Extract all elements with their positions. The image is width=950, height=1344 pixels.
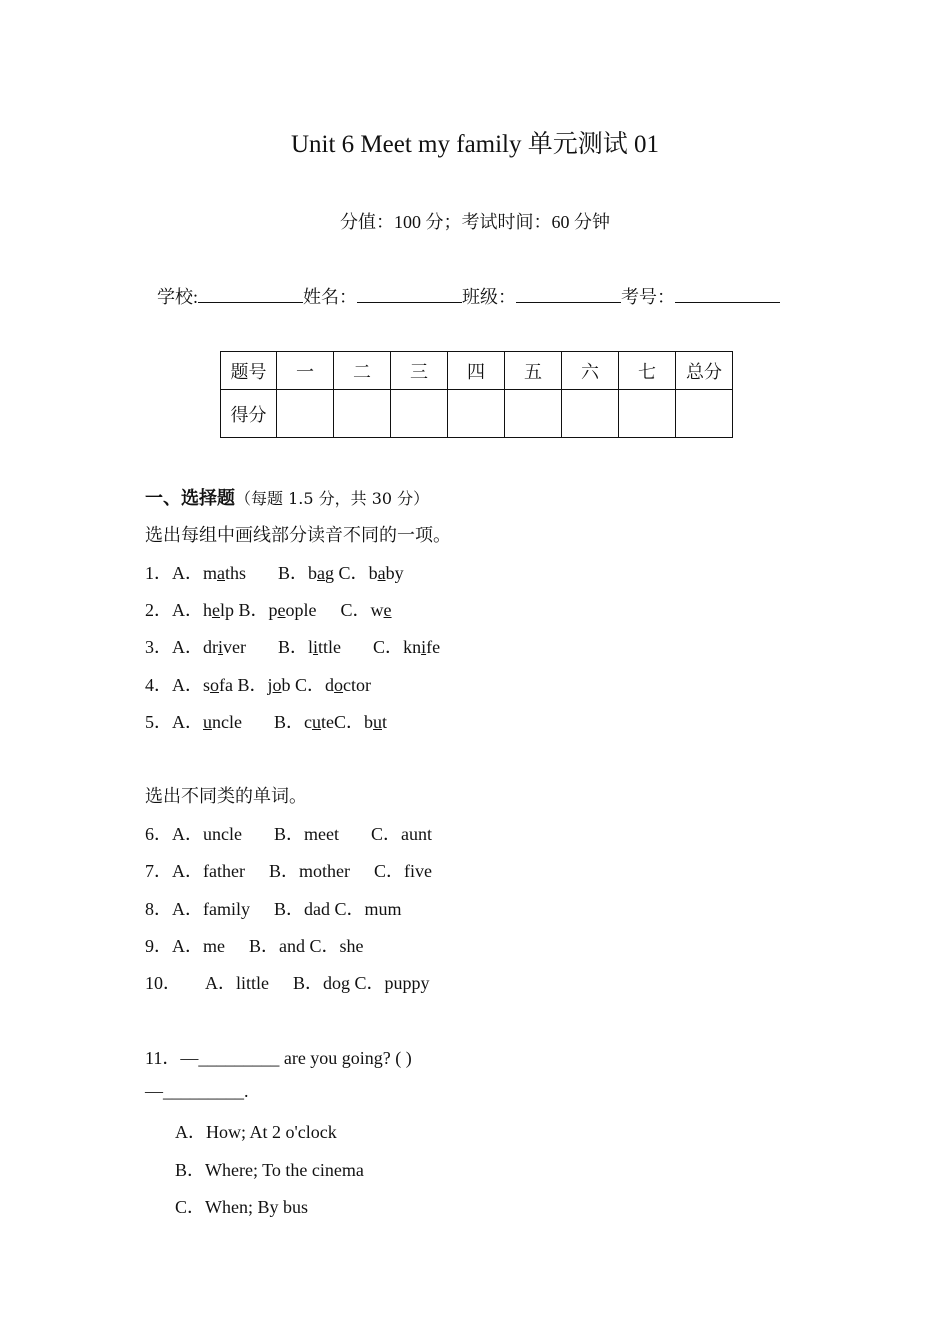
option-label: B．: [238, 600, 269, 620]
score-cell[interactable]: [505, 390, 562, 438]
option-text: puppy: [384, 973, 430, 993]
exam-subtitle: 分值：100 分；考试时间：60 分钟: [340, 212, 610, 232]
school-blank[interactable]: [198, 286, 303, 303]
option-text: m: [203, 563, 218, 583]
table-cell: 六: [562, 352, 619, 390]
section1-heading: 一、选择题: [145, 488, 235, 508]
option-text: ths: [225, 563, 247, 583]
question-11-answer-line: —_________.: [145, 1081, 249, 1101]
exam-no-blank[interactable]: [675, 286, 780, 303]
underlined-letter: o: [272, 675, 282, 695]
question-number: 7．A．: [145, 861, 203, 881]
score-cell[interactable]: [676, 390, 733, 438]
option-text: ver: [223, 637, 246, 657]
option-label: B．: [278, 563, 309, 583]
question-number: 6．A．: [145, 824, 203, 844]
option-text: s: [203, 675, 211, 695]
option-label: B．: [273, 824, 304, 844]
question-11-option-c: C．When; By bus: [175, 1197, 308, 1217]
option-label: B．: [293, 973, 324, 993]
underlined-letter: i: [218, 637, 224, 657]
underlined-letter: i: [313, 637, 319, 657]
option-text: mum: [364, 899, 402, 919]
option-text: kn: [403, 637, 422, 657]
option-text: and: [279, 936, 306, 956]
option-label: B．: [273, 712, 304, 732]
question-6: [145, 820, 432, 846]
option-label: C．: [354, 973, 385, 993]
option-label: C．: [334, 712, 365, 732]
option-label: C．: [338, 563, 369, 583]
score-table-header-row: [221, 352, 733, 390]
table-cell: 七: [619, 352, 676, 390]
option-text: w: [370, 600, 384, 620]
option-text: dad: [304, 899, 331, 919]
option-text: little: [236, 973, 269, 993]
option-text: b: [368, 563, 378, 583]
table-cell: 得分: [221, 390, 277, 438]
underlined-letter: e: [277, 600, 286, 620]
option-label: C．: [309, 936, 340, 956]
option-text: t: [382, 712, 388, 732]
option-label: B．: [268, 861, 299, 881]
option-text: meet: [304, 824, 339, 844]
option-text: g: [325, 563, 335, 583]
option-text: p: [268, 600, 278, 620]
question-number: 10．: [145, 973, 181, 993]
option-label: A．: [205, 973, 236, 993]
underlined-letter: o: [334, 675, 344, 695]
question-11-option-a: A．How; At 2 o'clock: [175, 1122, 337, 1142]
question-3: [145, 633, 440, 659]
table-cell: 题号: [221, 352, 277, 390]
option-text: five: [404, 861, 432, 881]
class-label: 班级：: [462, 287, 517, 307]
question-10: [145, 969, 430, 995]
question-11-option-b: B．Where; To the cinema: [175, 1160, 364, 1180]
option-text: father: [203, 861, 245, 881]
exam-no-label: 考号：: [621, 287, 676, 307]
score-cell[interactable]: [619, 390, 676, 438]
underlined-letter: u: [312, 712, 321, 732]
option-text: family: [203, 899, 250, 919]
table-cell: 一: [277, 352, 334, 390]
question-number: 8．A．: [145, 899, 203, 919]
option-text: by: [385, 563, 404, 583]
question-1: [145, 559, 404, 585]
underlined-letter: i: [421, 637, 427, 657]
option-text: dr: [203, 637, 218, 657]
option-text: dog: [323, 973, 351, 993]
question-5: [145, 708, 387, 734]
question-number: 1．A．: [145, 563, 203, 583]
question-number: 2．A．: [145, 600, 203, 620]
section1-instruction2: 选出不同类的单词。: [145, 786, 307, 806]
underlined-letter: u: [373, 712, 383, 732]
option-text: c: [304, 712, 312, 732]
score-table-score-row: [221, 390, 733, 438]
option-text: b: [308, 563, 318, 583]
option-label: C．: [373, 637, 404, 657]
option-text: l: [308, 637, 314, 657]
class-blank[interactable]: [516, 286, 621, 303]
option-text: lp: [220, 600, 235, 620]
question-number: 3．A．: [145, 637, 203, 657]
section1-heading-line: [145, 484, 429, 510]
score-cell[interactable]: [334, 390, 391, 438]
option-label: B．: [278, 637, 309, 657]
table-cell: 五: [505, 352, 562, 390]
question-8: [145, 895, 402, 921]
underlined-letter: e: [212, 600, 220, 620]
option-label: B．: [249, 936, 280, 956]
score-table: [220, 351, 733, 438]
score-cell[interactable]: [277, 390, 334, 438]
option-text: ttle: [318, 637, 342, 657]
question-7: [145, 857, 432, 883]
underlined-letter: a: [317, 563, 326, 583]
question-11: 11．—_________ are you going? ( ): [145, 1048, 412, 1068]
table-cell: 总分: [676, 352, 733, 390]
option-text: ctor: [343, 675, 372, 695]
option-label: C．: [370, 824, 401, 844]
option-text: b: [364, 712, 374, 732]
name-label: 姓名：: [303, 287, 358, 307]
option-text: d: [325, 675, 335, 695]
option-text: ncle: [212, 712, 242, 732]
table-cell: 二: [334, 352, 391, 390]
score-cell[interactable]: [391, 390, 448, 438]
option-label: C．: [373, 861, 404, 881]
page-title: Unit 6 Meet my family 单元测试 01: [290, 131, 660, 158]
option-text: mother: [298, 861, 350, 881]
score-cell[interactable]: [448, 390, 505, 438]
name-blank[interactable]: [357, 286, 462, 303]
option-text: aunt: [401, 824, 432, 844]
table-cell: 三: [391, 352, 448, 390]
question-number: 9．A．: [145, 936, 203, 956]
option-text: me: [203, 936, 225, 956]
option-text: fe: [426, 637, 441, 657]
option-text: j: [267, 675, 273, 695]
option-label: B．: [274, 899, 305, 919]
option-text: she: [339, 936, 364, 956]
underlined-letter: e: [383, 600, 392, 620]
score-cell[interactable]: [562, 390, 619, 438]
section1-note: （每题 1.5 分，共 30 分）: [235, 489, 430, 508]
option-text: uncle: [203, 824, 242, 844]
student-info-line: [157, 283, 780, 309]
school-label: 学校:: [157, 287, 199, 307]
option-label: C．: [334, 899, 365, 919]
option-label: C．: [340, 600, 371, 620]
option-text: h: [203, 600, 212, 620]
question-2: [145, 596, 392, 622]
underlined-letter: a: [217, 563, 226, 583]
option-text: te: [321, 712, 334, 732]
table-cell: 四: [448, 352, 505, 390]
section1-instruction1: 选出每组中画线部分读音不同的一项。: [145, 525, 451, 545]
option-text: ople: [285, 600, 317, 620]
question-number: 4．A．: [145, 675, 203, 695]
underlined-letter: a: [377, 563, 386, 583]
question-number: 5．A．: [145, 712, 203, 732]
question-9: [145, 932, 364, 958]
option-text: fa: [219, 675, 233, 695]
option-label: C．: [295, 675, 326, 695]
underlined-letter: u: [203, 712, 212, 732]
option-label: B．: [237, 675, 268, 695]
underlined-letter: o: [210, 675, 220, 695]
option-text: b: [281, 675, 291, 695]
question-4: [145, 671, 371, 697]
